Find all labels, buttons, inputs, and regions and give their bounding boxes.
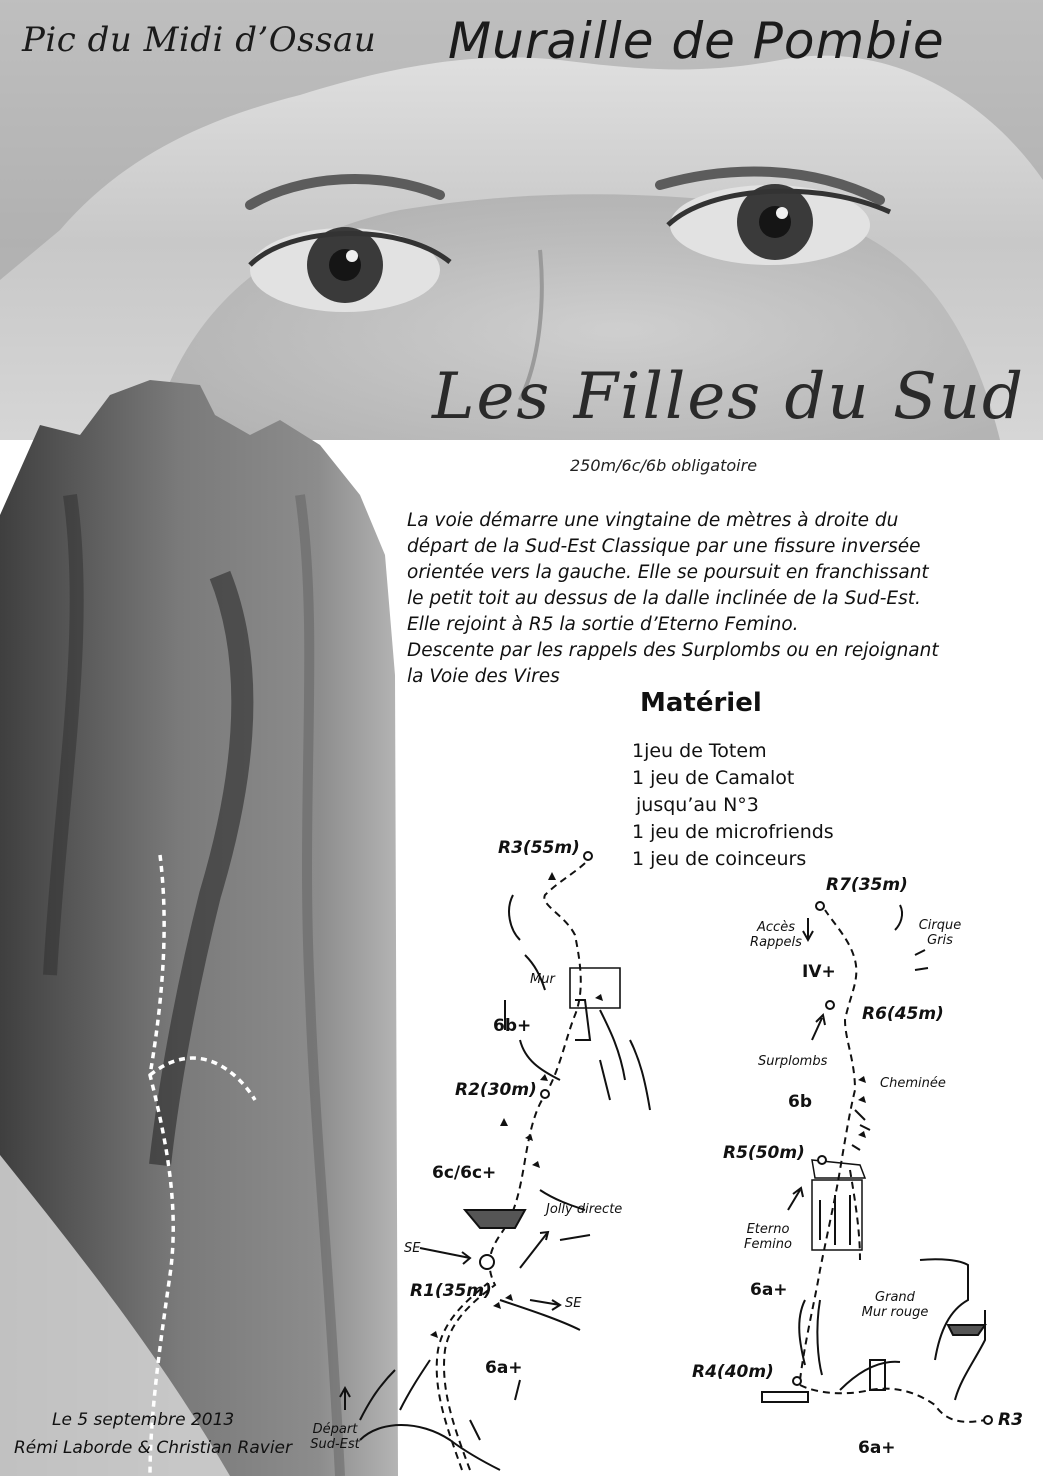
pitch-grade: 6a+ xyxy=(750,1280,788,1300)
topo-note-acces xyxy=(748,920,804,950)
description-line: La voie démarre une vingtaine de mètres à droite du xyxy=(407,510,899,531)
topo-note-jolly: Jolly directe xyxy=(546,1202,623,1217)
topo-note-cirque-line: Gris xyxy=(927,933,953,948)
topo-note-se: SE xyxy=(404,1241,421,1256)
topo-note-grand-mur xyxy=(855,1290,935,1320)
topo-note-mur: Mur xyxy=(530,972,555,987)
pitch-grade: 6b xyxy=(788,1092,812,1112)
topo-note-eterno xyxy=(740,1222,796,1252)
description-line: Descente par les rappels des Surplombs ou en rejoignant xyxy=(407,640,939,661)
pitch-grade: IV+ xyxy=(802,962,836,982)
relay-label: R3(55m) xyxy=(498,838,580,858)
topo-note-cirque-line: Cirque xyxy=(918,918,962,933)
relay-label: R5(50m) xyxy=(723,1143,805,1163)
relay-label: R6(45m) xyxy=(862,1004,944,1024)
relay-label: R7(35m) xyxy=(826,875,908,895)
materiel-title: Matériel xyxy=(640,688,762,718)
pitch-grade: 6a+ xyxy=(485,1358,523,1378)
description-line: départ de la Sud-Est Classique par une fissure inversée xyxy=(407,536,921,557)
topo-date: Le 5 septembre 2013 xyxy=(52,1410,235,1430)
topo-note-cirque xyxy=(910,918,970,948)
pitch-grade: 6a+ xyxy=(858,1438,896,1458)
relay-label: R1(35m) xyxy=(410,1281,492,1301)
materiel-item: 1 jeu de Camalot xyxy=(632,767,795,789)
relay-label: R3 xyxy=(998,1410,1023,1430)
route-grade: 250m/6c/6b obligatoire xyxy=(570,456,758,475)
route-title: Les Filles du Sud xyxy=(432,360,1025,434)
pitch-grade: 6b+ xyxy=(493,1016,532,1036)
topo-note-depart xyxy=(305,1422,365,1452)
topo-note-acces-line: Accès xyxy=(757,920,795,935)
description-line: orientée vers la gauche. Elle se poursuit en franchissant xyxy=(407,562,929,583)
relay-label: R2(30m) xyxy=(455,1080,537,1100)
materiel-item: 1 jeu de coinceurs xyxy=(632,848,807,870)
wall-title: Muraille de Pombie xyxy=(448,12,945,70)
topo-note-grand-mur-line: Mur rouge xyxy=(861,1305,929,1320)
topo-note-cheminee: Cheminée xyxy=(880,1076,946,1091)
description-line: Elle rejoint à R5 la sortie d’Eterno Femino. xyxy=(407,614,799,635)
materiel-item: 1 jeu de microfriends xyxy=(632,821,834,843)
topo-note-eterno-line: Eterno xyxy=(746,1222,790,1237)
topo-note-eterno-line: Femino xyxy=(744,1237,792,1252)
materiel-item: 1jeu de Totem xyxy=(632,740,767,762)
peak-title: Pic du Midi d’Ossau xyxy=(22,20,377,60)
topo-authors: Rémi Laborde & Christian Ravier xyxy=(14,1438,293,1458)
topo-note-acces-line: Rappels xyxy=(750,935,802,950)
topo-note-se: SE xyxy=(565,1296,582,1311)
description-line: le petit toit au dessus de la dalle inclinée de la Sud-Est. xyxy=(407,588,921,609)
description-line: la Voie des Vires xyxy=(407,666,560,687)
pitch-grade: 6c/6c+ xyxy=(432,1163,497,1183)
materiel-item: jusqu’au N°3 xyxy=(636,794,759,816)
topo-note-depart-line: Sud-Est xyxy=(310,1437,360,1452)
relay-label: R4(40m) xyxy=(692,1362,774,1382)
topo-note-grand-mur-line: Grand xyxy=(875,1290,915,1305)
topo-note-surplombs: Surplombs xyxy=(758,1054,828,1069)
topo-note-depart-line: Départ xyxy=(312,1422,358,1437)
